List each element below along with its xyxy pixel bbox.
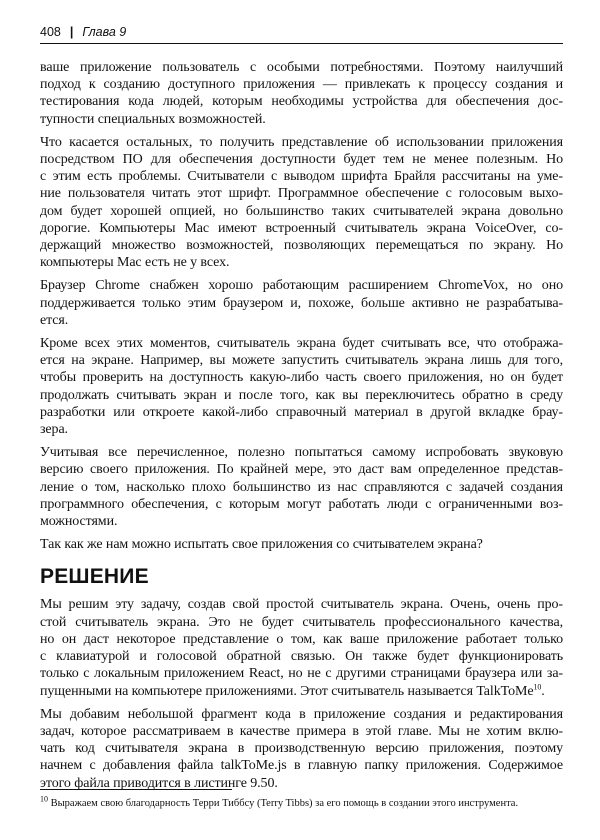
- text-line: тестирования кода людей, которым необходимы устройства для обеспечения дос-: [40, 94, 563, 110]
- text-line: Мы добавим небольшой фрагмент кода в приложение создания и редактирования: [40, 706, 563, 722]
- text-line: задач, которое рассматриваем в качестве примера в этой главе. Мы не хотим вклю-: [40, 723, 563, 739]
- paragraph: [40, 596, 563, 699]
- text-line: ление о том, насколько плохо большинство из нас справляются с задачей создания: [40, 479, 563, 495]
- text-line: тупности специальных возможностей.: [40, 111, 266, 127]
- page-body: [40, 59, 563, 798]
- footnote-divider: [40, 789, 232, 790]
- paragraph: [40, 444, 563, 530]
- paragraph: [40, 335, 563, 438]
- footnote-text: Выражаем свою благодарность Терри Тиббсу (Terry Tibbs) за его помощь в создании этого инструмента.: [48, 798, 519, 809]
- text-line: начнем с добавления файла talkToMe.js в главную папку приложения. Содержимое: [40, 758, 563, 774]
- text-line: чтобы проверить на доступность какую-либо часть своего приложения, но он будет: [40, 370, 563, 386]
- text-line: но он даст некоторое представление о том, как ваше приложение работает только: [40, 631, 563, 647]
- text-line: зера.: [40, 422, 68, 438]
- text-line: дорогие. Компьютеры Mac имеют встроенный считыватель экрана VoiceOver, со-: [40, 220, 563, 236]
- text-line: версию своего приложения. По крайней мере, это даст вам определенное представ-: [40, 462, 563, 478]
- text-line: подход к созданию доступного приложения — привлекать к процессу создания и: [40, 77, 563, 93]
- intro-paragraphs: [40, 59, 563, 553]
- footnote: [40, 794, 563, 810]
- paragraph: [40, 277, 563, 329]
- text-line: компьютеры Mac есть не у всех.: [40, 255, 230, 271]
- text-line-content: пущенными на компьютере приложениями. Этот считыватель называется TalkToMe: [40, 683, 534, 699]
- running-header: [40, 24, 563, 44]
- text-line: с клавиатурой и голосовой обратной связью. Он также будет функционировать: [40, 649, 563, 665]
- text-line: этого файла приводится в листинге 9.50.: [40, 775, 278, 791]
- paragraph: [40, 134, 563, 272]
- text-line: поддерживается только этим браузером и, похоже, больше активно не разрабатыва-: [40, 295, 563, 311]
- text-line: Так как же нам можно испытать свое приложения со считывателем экрана?: [40, 537, 483, 553]
- text-line: только с локальным приложением React, но не с другими страницами браузера или за-: [40, 666, 563, 682]
- text-line: чать код считывателя экрана в производственную версию приложения, поэтому: [40, 741, 563, 757]
- section-heading: РЕШЕНИЕ: [40, 565, 149, 589]
- text-line: ется на экране. Например, вы можете запустить считыватель экрана лишь для того,: [40, 353, 563, 369]
- paragraph: [40, 536, 563, 553]
- text-line: разработки или откроете какой-либо справочный материал в другой вкладке брау-: [40, 404, 563, 420]
- text-line: посредством ПО для обеспечения доступности будет тем не менее полезным. Но: [40, 152, 563, 168]
- text-line: Браузер Chrome снабжен хорошо работающим расширением ChromeVox, но оно: [40, 278, 563, 294]
- text-line: с этим есть проблемы. Считыватели с выводом шрифта Брайля рассчитаны на уме-: [40, 169, 563, 185]
- text-line: программного обеспечения, с которым могут работать люди с ограниченными воз-: [40, 496, 563, 512]
- header-separator: |: [69, 25, 74, 39]
- footnote-number: 10: [40, 794, 48, 804]
- text-line-end: .: [541, 683, 545, 699]
- page-number: 408: [40, 25, 61, 39]
- text-line: ваше приложение пользователь с особыми потребностями. Поэтому наилучший: [40, 60, 563, 75]
- text-line: [40, 683, 563, 700]
- paragraph: [40, 706, 563, 792]
- text-line: ется.: [40, 312, 69, 328]
- paragraph: [40, 59, 563, 128]
- text-line: держащий множество возможностей, позволяющих перемещаться по экрану. Но: [40, 238, 563, 254]
- text-line: ние пользователя читать этот шрифт. Программное обеспечение с голосовым выхо-: [40, 186, 563, 202]
- footnote-reference[interactable]: 10: [533, 681, 542, 691]
- text-line: стой считыватель экрана. Это не будет считыватель профессионального качества,: [40, 614, 563, 630]
- text-line: Учитывая все перечисленное, полезно попытаться самому испробовать звуковую: [40, 445, 563, 461]
- text-line: можностями.: [40, 514, 118, 530]
- text-line: дом будет хорошей опцией, но большинство таких считывателей экрана довольно: [40, 203, 563, 219]
- text-line: Мы решим эту задачу, создав свой простой считыватель экрана. Очень, очень про-: [40, 597, 563, 613]
- text-line: продолжать считывать экран и после того, как вы переключитесь обратно в среду: [40, 387, 563, 403]
- text-line: Что касается остальных, то получить представление об использовании приложения: [40, 134, 563, 150]
- chapter-title: Глава 9: [82, 25, 127, 39]
- text-line: Кроме всех этих моментов, считыватель экрана будет считывать все, что отобража-: [40, 336, 563, 352]
